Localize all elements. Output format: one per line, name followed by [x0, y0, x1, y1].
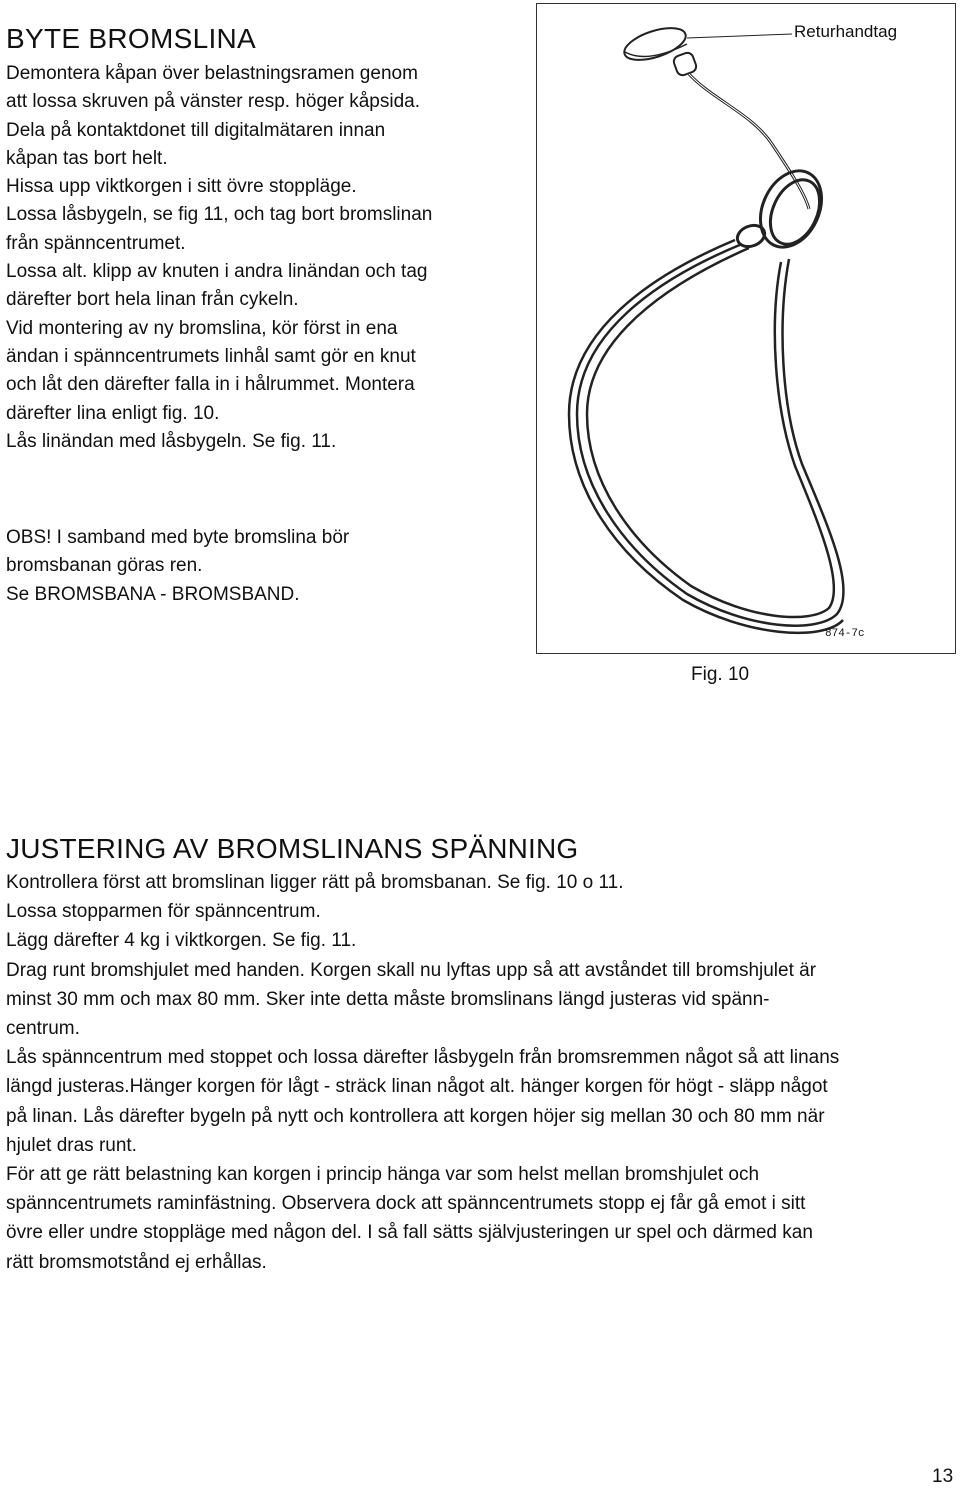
text-line: centrum. — [6, 1018, 80, 1040]
obs-line: OBS! I samband med byte bromslina bör — [6, 527, 350, 548]
section-justering — [6, 832, 951, 1277]
return-handle-icon — [621, 22, 698, 77]
text-line: minst 30 mm och max 80 mm. Sker inte detta måste bromslinans längd justeras vid spänn- — [6, 988, 770, 1010]
text-line: Dela på kontaktdonet till digitalmätaren innan — [6, 119, 386, 141]
obs-note — [6, 524, 506, 609]
text-line: från spänncentrumet. — [6, 232, 186, 254]
text-line: Lägg därefter 4 kg i viktkorgen. Se fig. 11. — [6, 930, 357, 952]
text-line: hjulet dras runt. — [6, 1134, 137, 1156]
obs-line: bromsbanan göras ren. — [6, 555, 203, 577]
obs-line: Se BROMSBANA - BROMSBAND. — [6, 583, 300, 605]
text-line: rätt bromsmotstånd ej erhållas. — [6, 1251, 267, 1273]
figure-callout-label: Returhandtag — [794, 22, 898, 41]
page-number: 13 — [932, 1466, 954, 1487]
text-line: att lossa skruven på vänster resp. höger kåpsida. — [6, 91, 421, 113]
figure-10-frame — [536, 3, 956, 654]
text-line: ändan i spänncentrumets linhål samt gör en knut — [6, 345, 416, 367]
text-line: Lossa låsbygeln, se fig 11, och tag bort bromslinan — [6, 204, 433, 226]
text-line: Lossa stopparmen för spänncentrum. — [6, 901, 321, 923]
section-byte-bromslina — [6, 22, 506, 456]
text-line: och låt den därefter falla in i hålrummet. Montera — [6, 374, 415, 396]
text-line: övre eller undre stoppläge med någon del. I så fall sätts självjusteringen ur spel och därmed kan — [6, 1222, 813, 1244]
text-line: Lås spänncentrum med stoppet och lossa därefter låsbygeln från bromsremmen något så att linans — [6, 1047, 840, 1069]
section-heading: JUSTERING AV BROMSLINANS SPÄNNING — [6, 833, 579, 864]
text-line: Hissa upp viktkorgen i sitt övre stoppläge. — [6, 176, 357, 198]
brake-cable-illustration — [537, 4, 957, 655]
text-line: längd justeras.Hänger korgen för lågt - sträck linan något alt. hänger korgen för högt - släpp något — [6, 1076, 828, 1098]
figure-caption: Fig. 10 — [691, 664, 750, 685]
text-line: Lås linändan med låsbygeln. Se fig. 11. — [6, 430, 337, 452]
figure-code: 874-7c — [825, 628, 865, 640]
text-line: därefter bort hela linan från cykeln. — [6, 289, 299, 311]
text-line: på linan. Lås därefter bygeln på nytt och kontrollera att korgen höjer sig mellan 30 och 80 mm när — [6, 1105, 825, 1127]
cable-coil-icon — [734, 161, 833, 257]
text-line: därefter lina enligt fig. 10. — [6, 402, 220, 424]
text-line: Demontera kåpan över belastningsramen genom — [6, 63, 418, 84]
section-heading: BYTE BROMSLINA — [6, 23, 257, 54]
text-line: kåpan tas bort helt. — [6, 147, 168, 169]
text-line: spänncentrumets raminfästning. Observera dock att spänncentrumets stopp ej får gå emot i sitt — [6, 1193, 806, 1215]
text-line: För att ge rätt belastning kan korgen i princip hänga var som helst mellan bromshjulet och — [6, 1164, 760, 1186]
text-line: Drag runt bromshjulet med handen. Korgen skall nu lyftas upp så att avståndet till bromshjulet är — [6, 959, 817, 981]
text-line: Lossa alt. klipp av knuten i andra linändan och tag — [6, 261, 428, 283]
text-line: Vid montering av ny bromslina, kör först in ena — [6, 317, 398, 339]
text-line: Kontrollera först att bromslinan ligger rätt på bromsbanan. Se fig. 10 o 11. — [6, 872, 624, 893]
